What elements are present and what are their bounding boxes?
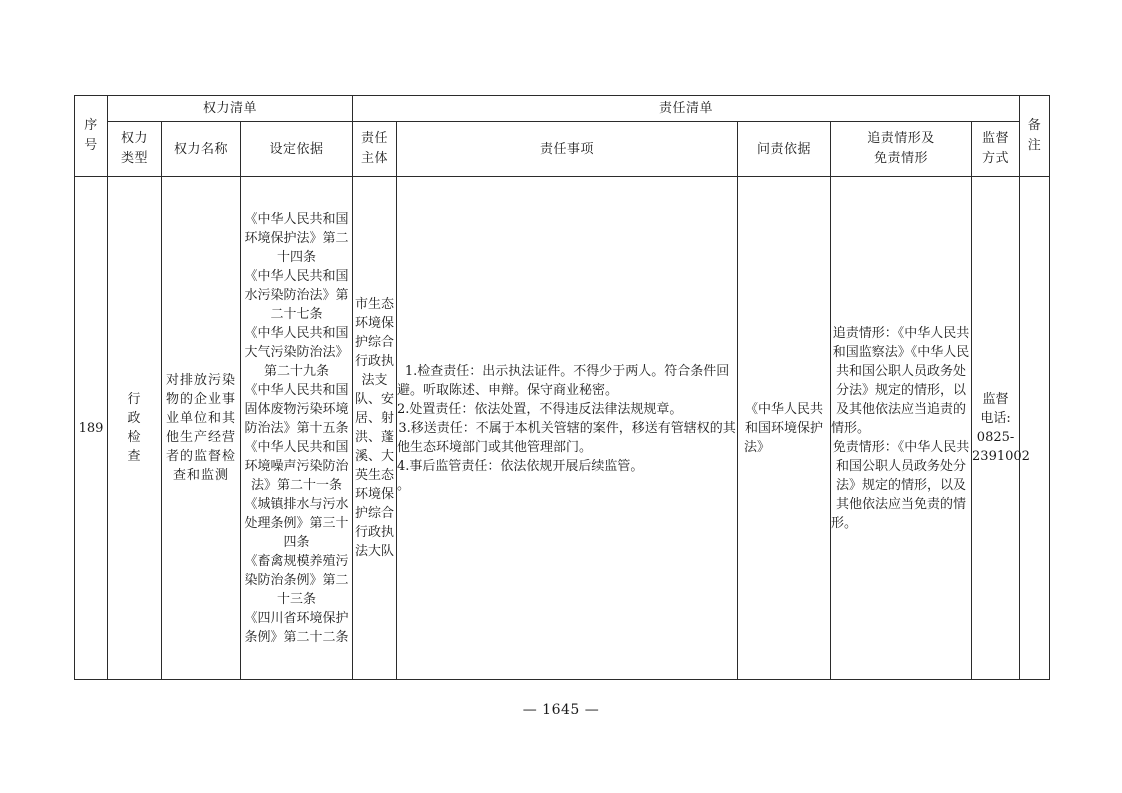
header-power-type: 权力类型 bbox=[108, 122, 162, 177]
header-accountability-cases: 追责情形及免责情形 bbox=[831, 122, 972, 177]
header-resp-list: 责任清单 bbox=[353, 96, 1020, 122]
row-basis bbox=[241, 177, 353, 680]
header-resp-subject: 责任主体 bbox=[353, 122, 397, 177]
basis-line: 四条 bbox=[283, 534, 310, 550]
basis-line: 固体废物污染环境 bbox=[244, 401, 349, 417]
basis-line: 环境保护法》第二 bbox=[244, 230, 349, 246]
basis-line: 二十七条 bbox=[270, 306, 323, 322]
row-accountability-basis: 《中华人民共和国环境保护法》 bbox=[738, 177, 831, 680]
row-remarks bbox=[1020, 177, 1050, 680]
basis-line: 处理条例》第三十 bbox=[244, 515, 349, 531]
row-supervision bbox=[972, 177, 1030, 680]
basis-line: 《中华人民共和国 bbox=[244, 268, 349, 284]
basis-line: 染防治条例》第二 bbox=[244, 572, 349, 588]
responsibility-table bbox=[74, 95, 1050, 680]
row-power-name: 对排放污染物的企业事业单位和其他生产经营者的监督检查和监测 bbox=[162, 177, 241, 680]
resp-item: 2.处置责任：依法处置，不得违反法律法规规章。 bbox=[397, 401, 683, 417]
basis-line: 第二十九条 bbox=[264, 363, 330, 379]
row-seq: 189 bbox=[75, 177, 108, 680]
basis-line: 水污染防治法》第 bbox=[244, 287, 349, 303]
header-resp-items: 责任事项 bbox=[397, 122, 738, 177]
row-resp-items bbox=[397, 177, 738, 680]
header-remarks: 备注 bbox=[1020, 96, 1050, 177]
accountability-case: 追责情形：《中华人民共和国监察法》《中华人民共和国公职人员政务处分法》规定的情形，以及其他依法应当追责的情形。 bbox=[831, 325, 970, 436]
basis-line: 环境噪声污染防治 bbox=[244, 458, 349, 474]
header-power-name: 权力名称 bbox=[162, 122, 241, 177]
resp-item: 3.移送责任：不属于本机关管辖的案件，移送有管辖权的其他生态环境部门或其他管理部门。 bbox=[397, 420, 736, 455]
basis-line: 《城镇排水与污水 bbox=[244, 496, 349, 512]
basis-line: 大气污染防治法》 bbox=[244, 344, 349, 360]
basis-line: 《中华人民共和国 bbox=[244, 325, 349, 341]
supervision-line: 2391002 bbox=[972, 449, 1030, 464]
basis-line: 《畜禽规模养殖污 bbox=[244, 553, 349, 569]
resp-item: 1.检查责任：出示执法证件。不得少于两人。符合条件回避。听取陈述、申辩。保守商业秘密。 bbox=[397, 363, 730, 398]
page-number: — 1645 — bbox=[522, 702, 600, 718]
row-resp-subject: 市生态环境保护综合行政执法支队、安居、射洪、蓬溪、大英生态环境保护综合行政执法大队 bbox=[353, 177, 397, 680]
row-power-type: 行政检查 bbox=[108, 177, 162, 680]
row-accountability-cases bbox=[831, 177, 972, 680]
basis-line: 条例》第二十二条 bbox=[244, 629, 349, 645]
resp-item: 。 bbox=[397, 477, 411, 493]
header-accountability-basis: 问责依据 bbox=[738, 122, 831, 177]
basis-line: 《中华人民共和国 bbox=[244, 382, 349, 398]
basis-line: 《中华人民共和国 bbox=[244, 211, 349, 227]
accountability-case: 免责情形：《中华人民共和国公职人员政务处分法》规定的情形，以及其他依法应当免责的情形。 bbox=[831, 439, 970, 531]
header-seq: 序号 bbox=[75, 96, 108, 177]
basis-line: 十三条 bbox=[277, 591, 317, 607]
header-basis: 设定依据 bbox=[241, 122, 353, 177]
supervision-line: 电话: bbox=[980, 411, 1011, 426]
header-supervision: 监督方式 bbox=[972, 122, 1020, 177]
supervision-line: 0825- bbox=[976, 430, 1015, 445]
basis-line: 法》第二十一条 bbox=[251, 477, 343, 493]
basis-line: 《中华人民共和国 bbox=[244, 439, 349, 455]
header-power-list: 权力清单 bbox=[108, 96, 353, 122]
basis-line: 《四川省环境保护 bbox=[244, 610, 349, 626]
supervision-line: 监督 bbox=[982, 392, 1009, 407]
resp-item: 4.事后监管责任：依法依规开展后续监管。 bbox=[397, 458, 644, 474]
basis-line: 防治法》第十五条 bbox=[244, 420, 349, 436]
basis-line: 十四条 bbox=[277, 249, 317, 265]
